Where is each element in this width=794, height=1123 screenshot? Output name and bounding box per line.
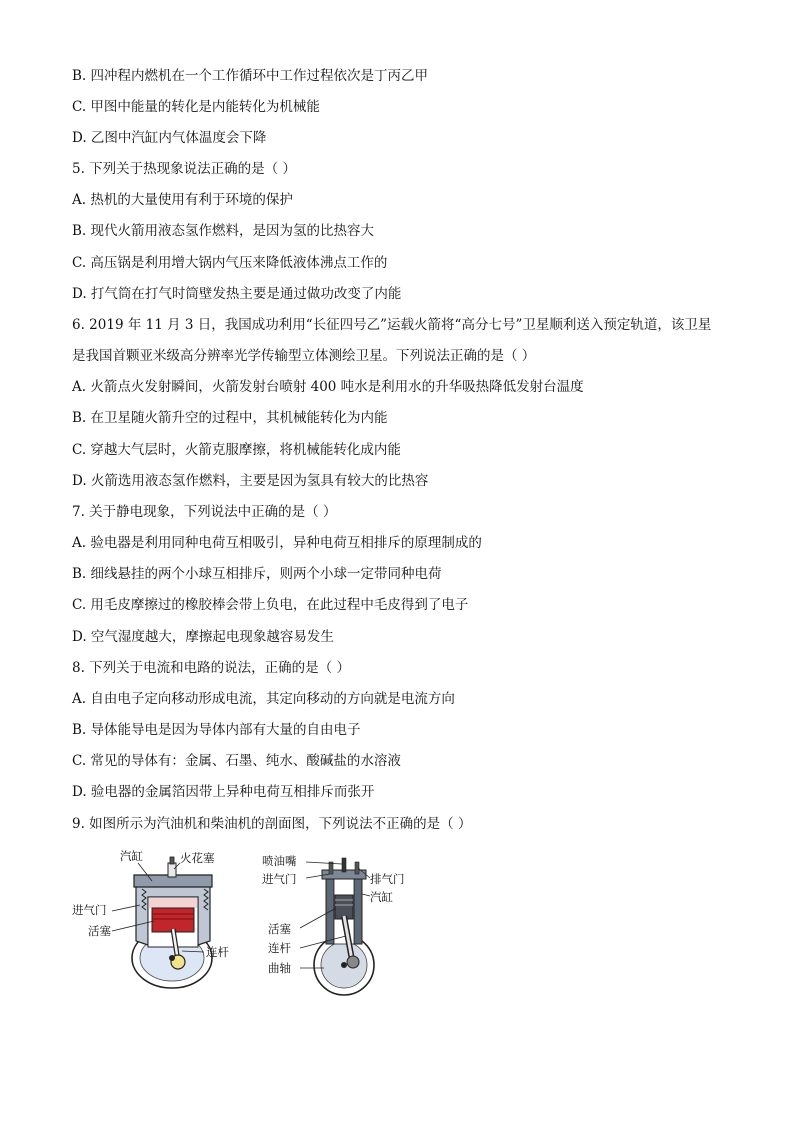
q4-option-d: D. 乙图中汽缸内气体温度会下降 <box>72 130 267 146</box>
q8-option-b: B. 导体能导电是因为导体内部有大量的自由电子 <box>72 722 361 738</box>
q7-option-b: B. 细线悬挂的两个小球互相排斥，则两个小球一定带同种电荷 <box>72 566 442 582</box>
label-spark-plug: 火花塞 <box>180 851 215 865</box>
label-diesel-piston: 活塞 <box>268 922 291 936</box>
label-diesel-intake: 进气门 <box>262 872 297 886</box>
gasoline-engine-drawing <box>70 845 250 995</box>
label-gas-cylinder: 汽缸 <box>120 849 143 863</box>
label-gas-conrod: 连杆 <box>206 945 229 959</box>
q6-option-d: D. 火箭选用液态氢作燃料，主要是因为氢具有较大的比热容 <box>72 473 429 489</box>
label-injector: 喷油嘴 <box>262 854 297 868</box>
q8-option-c: C. 常见的导体有：金属、石墨、纯水、酸碱盐的水溶液 <box>72 753 401 769</box>
diesel-engine-diagram <box>256 850 416 1000</box>
q6-stem-line-1: 6. 2019 年 11 月 3 日，我国成功利用“长征四号乙”运载火箭将“高分七号”卫星顺利送入预定轨道，该卫星 <box>72 317 712 333</box>
q6-stem-line-2: 是我国首颗亚米级高分辨率光学传输型立体测绘卫星。下列说法正确的是（ ） <box>72 348 536 364</box>
q9-stem: 9. 如图所示为汽油机和柴油机的剖面图，下列说法不正确的是（ ） <box>72 816 472 832</box>
q7-option-c: C. 用毛皮摩擦过的橡胶棒会带上负电，在此过程中毛皮得到了电子 <box>72 597 469 613</box>
q5-stem: 5. 下列关于热现象说法正确的是（ ） <box>72 161 296 177</box>
label-diesel-cylinder: 汽缸 <box>370 890 393 904</box>
q5-option-c: C. 高压锅是利用增大锅内气压来降低液体沸点工作的 <box>72 255 388 271</box>
gasoline-engine-diagram <box>70 845 250 995</box>
label-crankshaft: 曲轴 <box>268 961 291 975</box>
q5-option-b: B. 现代火箭用液态氢作燃料，是因为氢的比热容大 <box>72 223 375 239</box>
q4-option-b: B. 四冲程内燃机在一个工作循环中工作过程依次是丁丙乙甲 <box>72 68 429 84</box>
q4-option-c: C. 甲图中能量的转化是内能转化为机械能 <box>72 99 320 115</box>
q7-option-d: D. 空气湿度越大，摩擦起电现象越容易发生 <box>72 629 334 645</box>
q5-option-d: D. 打气筒在打气时筒壁发热主要是通过做功改变了内能 <box>72 286 402 302</box>
label-diesel-conrod: 连杆 <box>268 941 291 955</box>
q6-option-c: C. 穿越大气层时，火箭克服摩擦，将机械能转化成内能 <box>72 442 401 458</box>
q7-stem: 7. 关于静电现象，下列说法中正确的是（ ） <box>72 504 337 520</box>
q8-option-d: D. 验电器的金属箔因带上异种电荷互相排斥而张开 <box>72 784 375 800</box>
label-gas-piston: 活塞 <box>88 924 111 938</box>
q5-option-a: A. 热机的大量使用有利于环境的保护 <box>72 192 293 208</box>
label-gas-intake: 进气门 <box>72 903 107 917</box>
label-exhaust-valve: 排气门 <box>370 872 405 886</box>
q6-option-a: A. 火箭点火发射瞬间，火箭发射台喷射 400 吨水是利用水的升华吸热降低发射台温度 <box>72 379 584 395</box>
q8-option-a: A. 自由电子定向移动形成电流，其定向移动的方向就是电流方向 <box>72 691 455 707</box>
q7-option-a: A. 验电器是利用同种电荷互相吸引，异种电荷互相排斥的原理制成的 <box>72 535 482 551</box>
q8-stem: 8. 下列关于电流和电路的说法，正确的是（ ） <box>72 660 350 676</box>
q6-option-b: B. 在卫星随火箭升空的过程中，其机械能转化为内能 <box>72 410 388 426</box>
